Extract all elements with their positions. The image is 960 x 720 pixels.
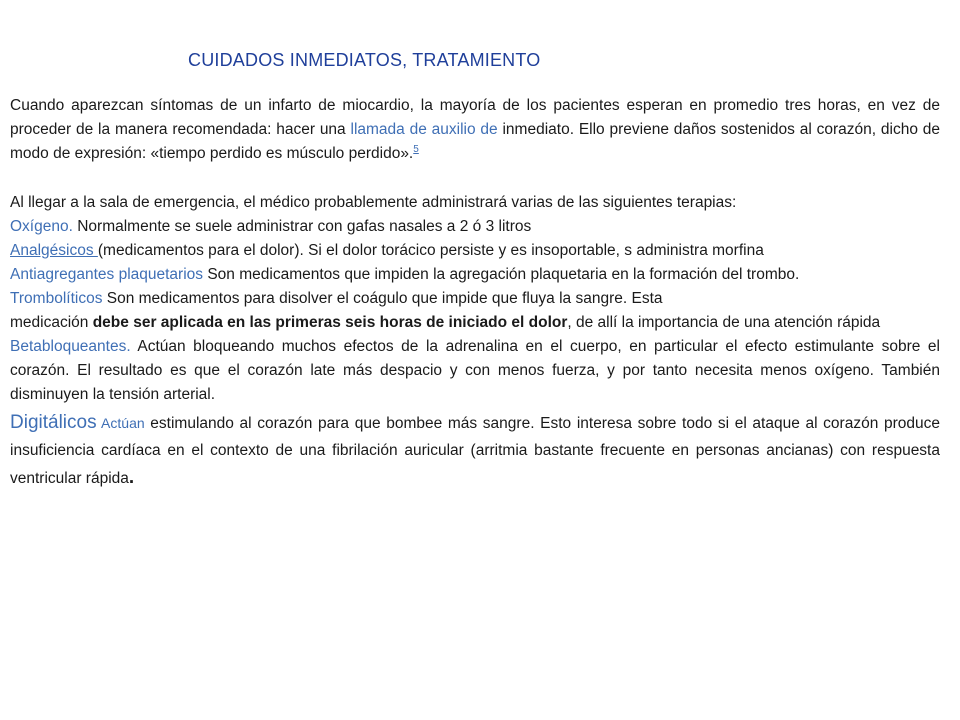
therapy-digitalicos xyxy=(10,409,940,492)
therapy-text: Son medicamentos que impiden la agregación plaquetaria en la formación del trombo. xyxy=(203,266,800,283)
footnote-link[interactable]: 5 xyxy=(413,143,419,155)
therapy-name: Oxígeno. xyxy=(10,218,73,235)
therapy-text: (medicamentos para el dolor). Si el dolor torácico persiste y es insoportable, s administra morfina xyxy=(97,242,764,259)
therapy-text-lead: Actúan xyxy=(96,415,145,431)
therapy-text: , de allí la importancia de una atención rápida xyxy=(567,314,881,331)
intro-text-after: inmediato. Ello previene daños sostenidos al corazón, dicho de modo de expresión: «tiempo perdido es músculo perdido». xyxy=(10,121,941,162)
intro-text-before: Cuando aparezcan síntomas de un infarto de miocardio, la mayoría de los pacientes esperan en promedio tres horas, en vez de proceder de la manera recomendada: hacer una xyxy=(10,97,940,138)
therapy-text: medicación xyxy=(10,314,93,331)
therapy-antiagregantes xyxy=(10,263,940,287)
therapy-text: Normalmente se suele administrar con gafas nasales a 2 ó 3 litros xyxy=(72,218,532,235)
therapy-name: Antiagregantes plaquetarios xyxy=(10,266,204,283)
therapy-name[interactable]: Analgésicos xyxy=(10,242,98,259)
therapy-end-dot: . xyxy=(128,467,135,488)
therapy-text: Actúan bloqueando muchos efectos de la adrenalina en el cuerpo, en particular el efecto estimulante sobre el corazón. El resultado es que el corazón late más despacio y con menos fuerza, y por tanto necesita menos oxígeno. También disminuyen la tensión arterial. xyxy=(10,338,940,403)
slide-body xyxy=(10,94,940,492)
intro-paragraph xyxy=(10,94,940,166)
therapy-betabloqueantes xyxy=(10,335,940,407)
therapy-text: estimulando al corazón para que bombee más sangre. Esto interesa sobre todo si el ataque al corazón produce insuficiencia cardíaca en el contexto de una fibrilación auricular (arritmia bastante frecuente en personas ancianas) con respuesta ventricular rápida xyxy=(10,415,940,487)
paragraph-gap xyxy=(10,166,940,191)
therapy-tromboliticos xyxy=(10,287,940,335)
therapy-name: Trombolíticos xyxy=(10,290,103,307)
therapy-text: Son medicamentos para disolver el coágulo que impide que fluya la sangre. Esta xyxy=(102,290,663,307)
therapy-name: Betabloqueantes. xyxy=(10,338,131,355)
therapy-name: Digitálicos xyxy=(10,412,97,433)
therapy-analgesicos xyxy=(10,239,940,263)
therapy-emphasis: debe ser aplicada en las primeras seis horas de iniciado el dolor xyxy=(92,314,568,331)
therapy-oxigeno xyxy=(10,215,940,239)
lead-line: Al llegar a la sala de emergencia, el médico probablemente administrará varias de las siguientes terapias: xyxy=(10,194,737,211)
intro-link[interactable]: llamada de auxilio de xyxy=(350,121,498,138)
slide-title: CUIDADOS INMEDIATOS, TRATAMIENTO xyxy=(188,50,541,70)
